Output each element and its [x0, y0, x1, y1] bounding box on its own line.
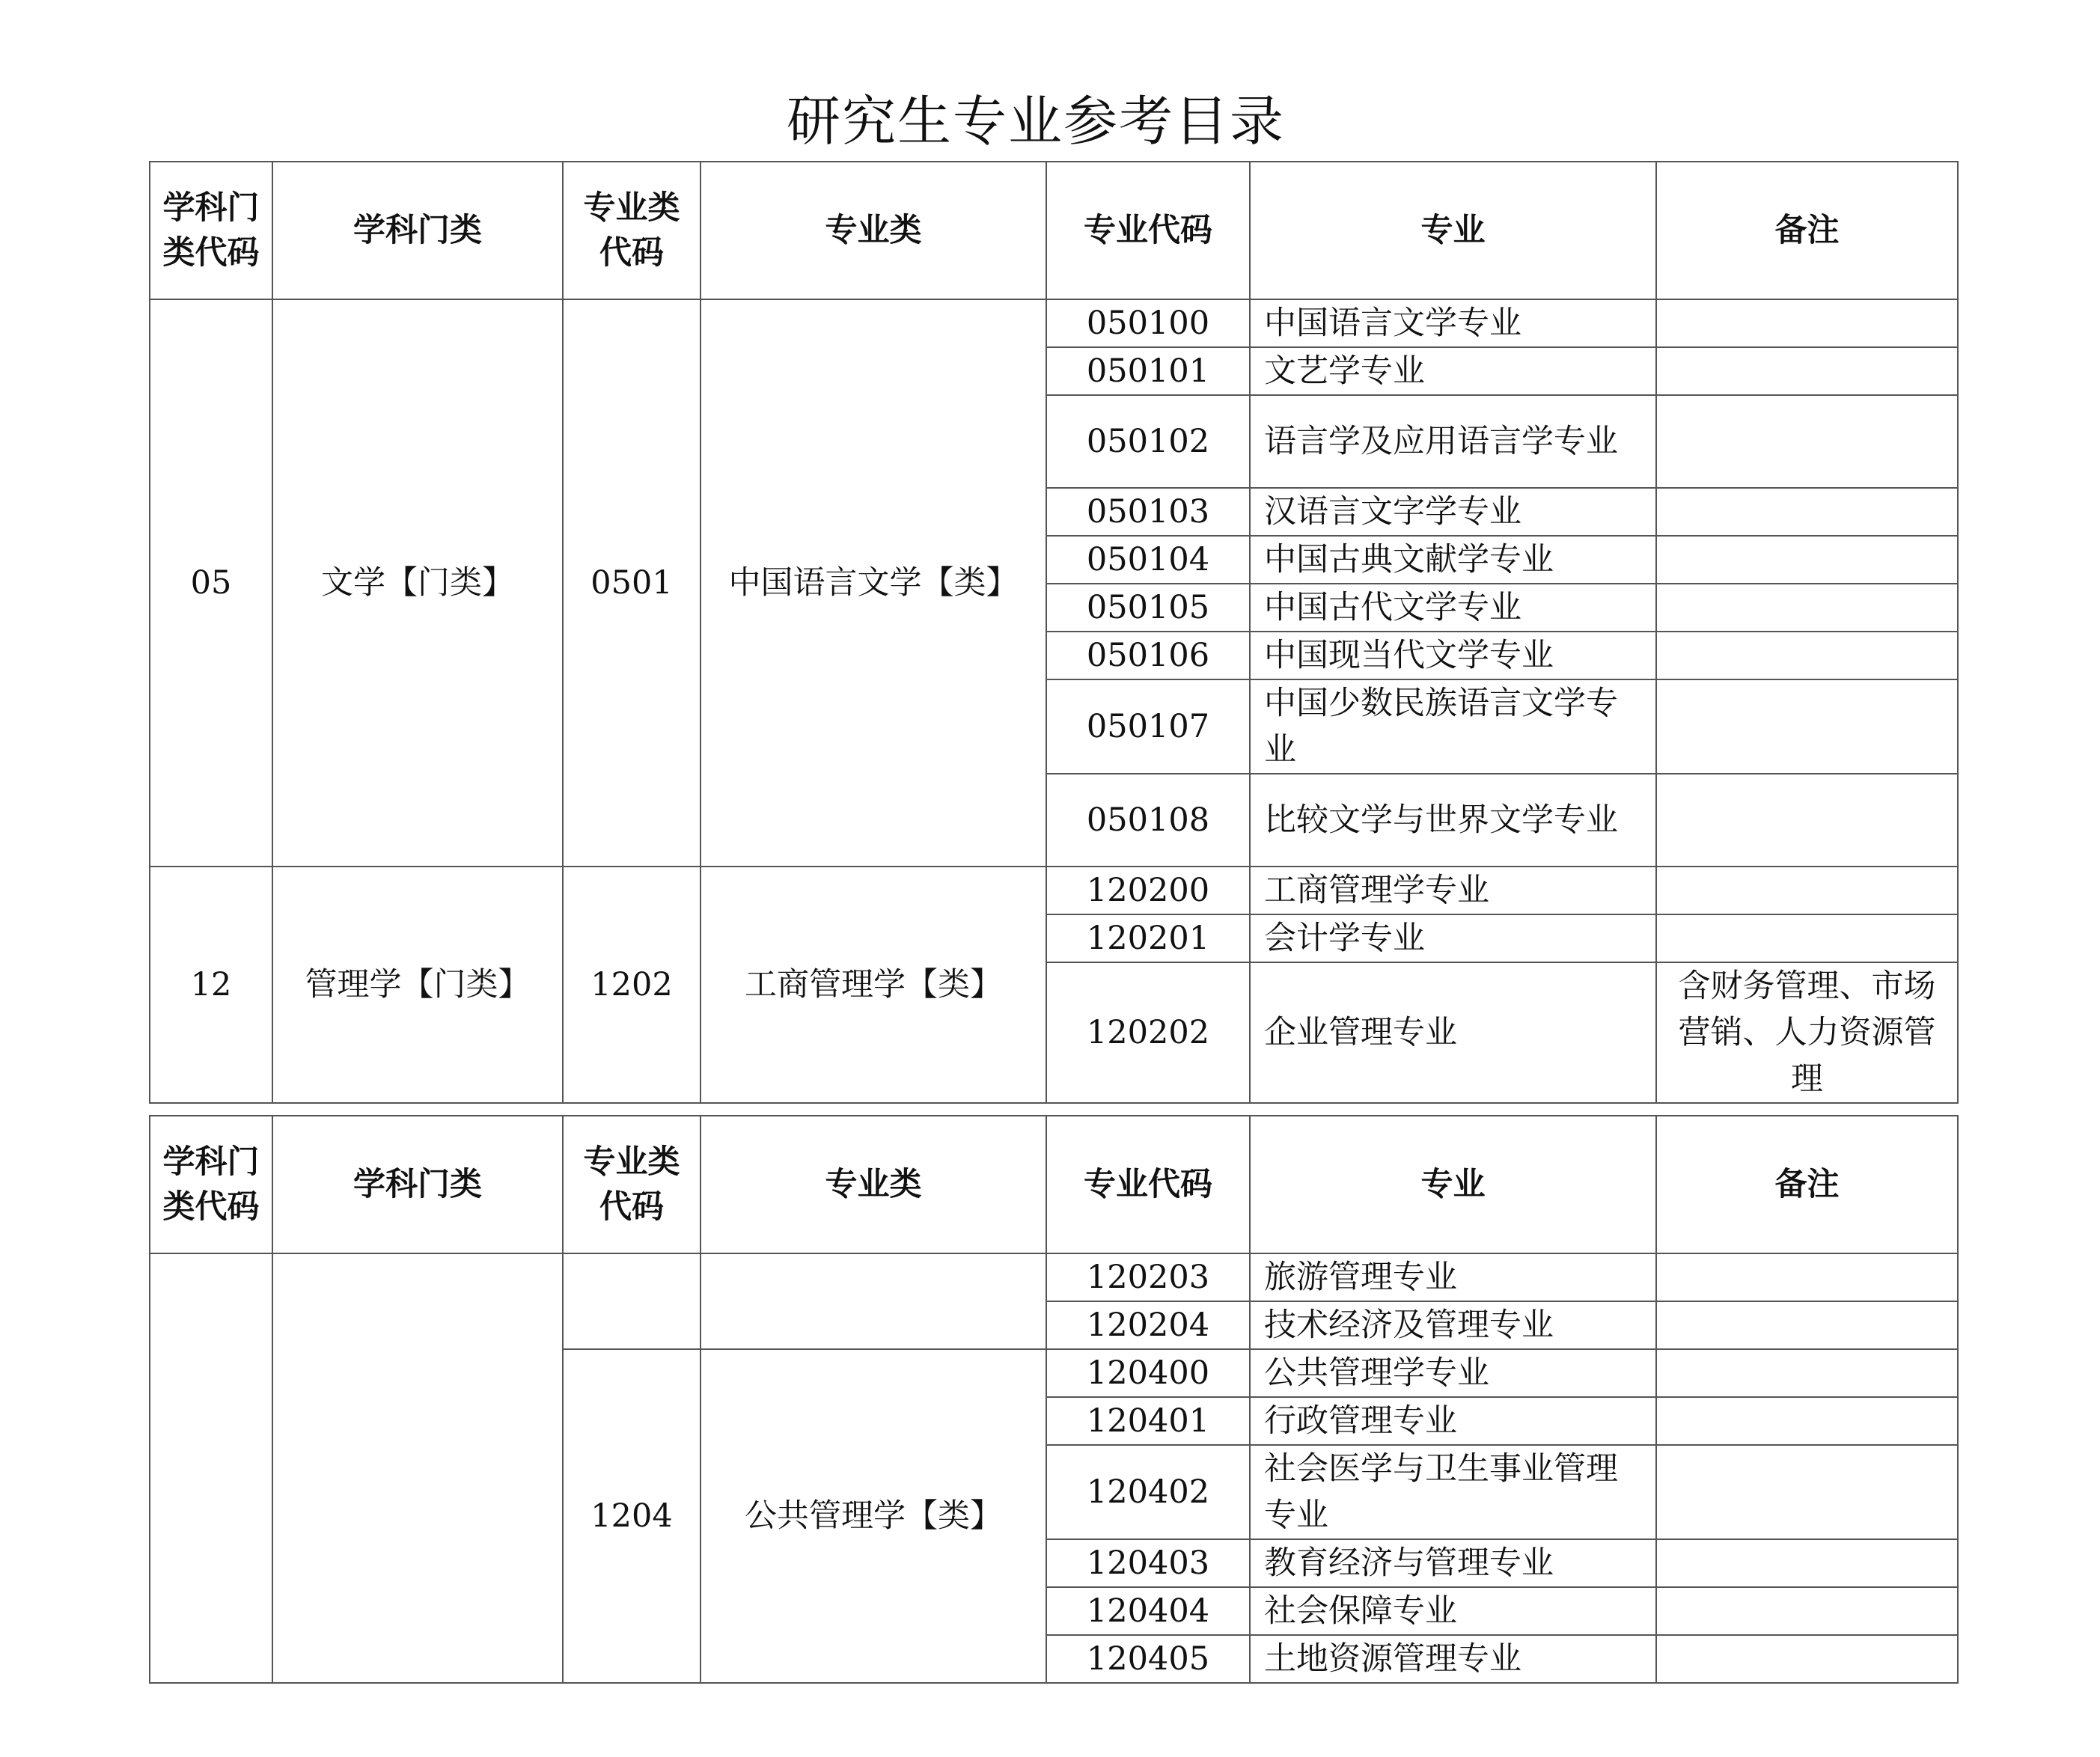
major-name-cell: 旅游管理专业: [1250, 1253, 1656, 1301]
note-cell: [1656, 1397, 1958, 1445]
category-code-cell: 0501: [563, 299, 700, 867]
note-cell: [1656, 347, 1958, 395]
major-code-cell: 120202: [1046, 962, 1250, 1103]
category-cell: 公共管理学【类】: [700, 1349, 1046, 1683]
note-cell: [1656, 299, 1958, 347]
category-cell: 中国语言文学【类】: [700, 299, 1046, 867]
major-name-cell: 社会保障专业: [1250, 1587, 1656, 1635]
major-code-cell: 050104: [1046, 536, 1250, 584]
note-cell: [1656, 1635, 1958, 1683]
major-name-cell: 比较文学与世界文学专业: [1250, 774, 1656, 867]
major-name-cell: 语言学及应用语言学专业: [1250, 395, 1656, 488]
major-code-cell: 120204: [1046, 1301, 1250, 1349]
major-name-cell: 社会医学与卫生事业管理专业: [1250, 1445, 1656, 1539]
major-name-cell: 中国少数民族语言文学专业: [1250, 679, 1656, 774]
major-code-cell: 050103: [1046, 488, 1250, 536]
note-cell: [1656, 774, 1958, 867]
header-row: [150, 1116, 1958, 1253]
major-name-cell: 中国古典文献学专业: [1250, 536, 1656, 584]
major-name-cell: 土地资源管理专业: [1250, 1635, 1656, 1683]
discipline-code-cell: [150, 1253, 272, 1683]
note-cell: [1656, 1539, 1958, 1587]
major-name-cell: 公共管理学专业: [1250, 1349, 1656, 1397]
major-name-cell: 中国古代文学专业: [1250, 584, 1656, 632]
note-cell: 含财务管理、市场营销、人力资源管理: [1656, 962, 1958, 1103]
note-cell: [1656, 584, 1958, 632]
note-cell: [1656, 914, 1958, 962]
major-code-cell: 120200: [1046, 867, 1250, 914]
major-name-cell: 教育经济与管理专业: [1250, 1539, 1656, 1587]
major-name-cell: 企业管理专业: [1250, 962, 1656, 1103]
major-code-cell: 050105: [1046, 584, 1250, 632]
header-major: 专业: [1250, 162, 1656, 299]
major-code-cell: 050102: [1046, 395, 1250, 488]
header-discipline-code: 学科门类代码: [150, 162, 272, 299]
note-cell: [1656, 1445, 1958, 1539]
header-major: 专业: [1250, 1116, 1656, 1253]
note-cell: [1656, 488, 1958, 536]
note-cell: [1656, 395, 1958, 488]
major-code-cell: 120404: [1046, 1587, 1250, 1635]
major-name-cell: 行政管理专业: [1250, 1397, 1656, 1445]
major-code-cell: 120203: [1046, 1253, 1250, 1301]
header-note: 备注: [1656, 1116, 1958, 1253]
note-cell: [1656, 536, 1958, 584]
note-cell: [1656, 1349, 1958, 1397]
major-name-cell: 文艺学专业: [1250, 347, 1656, 395]
major-code-cell: 120402: [1046, 1445, 1250, 1539]
discipline-code-cell: 12: [150, 867, 272, 1103]
header-note: 备注: [1656, 162, 1958, 299]
header-category: 专业类: [700, 1116, 1046, 1253]
category-code-cell: 1202: [563, 867, 700, 1103]
note-cell: [1656, 1301, 1958, 1349]
discipline-cell: 文学【门类】: [272, 299, 563, 867]
table-row: [150, 1253, 1958, 1301]
major-code-cell: 120400: [1046, 1349, 1250, 1397]
major-name-cell: 工商管理学专业: [1250, 867, 1656, 914]
major-code-cell: 120405: [1046, 1635, 1250, 1683]
header-major-code: 专业代码: [1046, 1116, 1250, 1253]
header-category-code: 专业类代码: [563, 162, 700, 299]
major-name-cell: 技术经济及管理专业: [1250, 1301, 1656, 1349]
note-cell: [1656, 867, 1958, 914]
discipline-cell: [272, 1253, 563, 1683]
category-cell: [700, 1253, 1046, 1349]
major-code-cell: 120401: [1046, 1397, 1250, 1445]
note-cell: [1656, 1253, 1958, 1301]
discipline-code-cell: 05: [150, 299, 272, 867]
table-row: [150, 867, 1958, 914]
page-title: 研究生专业参考目录: [786, 90, 1285, 153]
note-cell: [1656, 679, 1958, 774]
catalog-table-2: [149, 1115, 1959, 1684]
major-code-cell: 050106: [1046, 632, 1250, 679]
header-discipline: 学科门类: [272, 1116, 563, 1253]
header-category-code: 专业类代码: [563, 1116, 700, 1253]
major-code-cell: 050107: [1046, 679, 1250, 774]
category-code-cell: 1204: [563, 1349, 700, 1683]
note-cell: [1656, 1587, 1958, 1635]
category-code-cell: [563, 1253, 700, 1349]
catalog-table-1: [149, 161, 1959, 1104]
header-row: [150, 162, 1958, 299]
header-discipline: 学科门类: [272, 162, 563, 299]
major-code-cell: 120201: [1046, 914, 1250, 962]
major-name-cell: 汉语言文字学专业: [1250, 488, 1656, 536]
header-category: 专业类: [700, 162, 1046, 299]
major-code-cell: 050101: [1046, 347, 1250, 395]
major-name-cell: 中国语言文学专业: [1250, 299, 1656, 347]
major-name-cell: 中国现当代文学专业: [1250, 632, 1656, 679]
table-row: [150, 299, 1958, 347]
major-code-cell: 050108: [1046, 774, 1250, 867]
major-code-cell: 050100: [1046, 299, 1250, 347]
major-name-cell: 会计学专业: [1250, 914, 1656, 962]
major-code-cell: 120403: [1046, 1539, 1250, 1587]
header-major-code: 专业代码: [1046, 162, 1250, 299]
discipline-cell: 管理学【门类】: [272, 867, 563, 1103]
category-cell: 工商管理学【类】: [700, 867, 1046, 1103]
note-cell: [1656, 632, 1958, 679]
header-discipline-code: 学科门类代码: [150, 1116, 272, 1253]
